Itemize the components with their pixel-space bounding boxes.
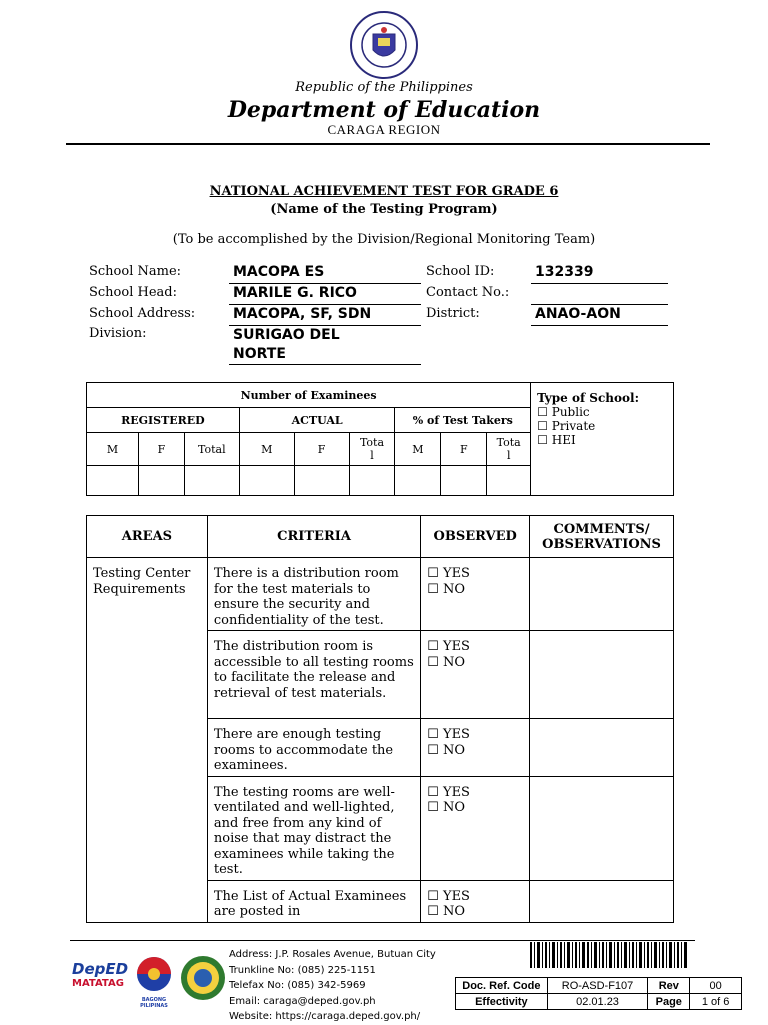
act-total-header: Tota l xyxy=(349,433,395,466)
reg-f-cell[interactable] xyxy=(138,466,184,496)
district-label: District: xyxy=(426,306,480,321)
no-checkbox[interactable]: ☐ NO xyxy=(427,800,466,815)
area-cell: Testing Center Requirements xyxy=(87,558,208,923)
act-m-cell[interactable] xyxy=(239,466,294,496)
reg-m-cell[interactable] xyxy=(87,466,139,496)
criteria-row-5: The List of Actual Examinees are posted in xyxy=(207,880,420,922)
barcode-icon xyxy=(530,942,690,968)
criteria-table xyxy=(86,515,674,923)
program-subtitle: (Name of the Testing Program) xyxy=(270,202,498,217)
rev-value: 00 xyxy=(690,978,742,994)
footer-address: Address: J.P. Rosales Avenue, Butuan City xyxy=(229,949,436,960)
division-line-2: NORTE xyxy=(233,346,286,362)
republic-heading: Republic of the Philippines xyxy=(295,80,473,95)
division-label: Division: xyxy=(89,326,147,341)
school-id-label: School ID: xyxy=(426,264,495,279)
deped-seal-icon xyxy=(349,10,419,80)
yes-checkbox[interactable]: ☐ YES xyxy=(427,727,470,742)
actual-header: ACTUAL xyxy=(239,408,395,433)
footer-divider xyxy=(70,940,695,941)
school-type-cell xyxy=(531,383,674,496)
school-head-label: School Head: xyxy=(89,285,177,300)
doc-reference-table xyxy=(455,977,742,1010)
pct-total-cell[interactable] xyxy=(487,466,531,496)
page-value: 1 of 6 xyxy=(690,994,742,1010)
deped-logo-text: DepED xyxy=(72,960,129,978)
reg-total-header: Total xyxy=(184,433,239,466)
doc-ref-value: RO-ASD-F107 xyxy=(547,978,648,994)
school-name-label: School Name: xyxy=(89,264,182,279)
school-head-field[interactable]: MARILE G. RICO xyxy=(229,285,421,305)
act-m-header: M xyxy=(239,433,294,466)
page-label: Page xyxy=(648,994,690,1010)
pct-f-cell[interactable] xyxy=(441,466,487,496)
program-title: NATIONAL ACHIEVEMENT TEST FOR GRADE 6 xyxy=(209,184,559,199)
pct-m-header: M xyxy=(395,433,441,466)
school-id-field[interactable]: 132339 xyxy=(531,264,668,284)
comments-row-4[interactable] xyxy=(530,776,674,880)
reg-m-header: M xyxy=(87,433,139,466)
school-type-title: Type of School: xyxy=(537,391,639,405)
doc-ref-label: Doc. Ref. Code xyxy=(456,978,548,994)
criteria-header: CRITERIA xyxy=(207,516,420,558)
instruction-note: (To be accomplished by the Division/Regional Monitoring Team) xyxy=(172,232,596,247)
no-checkbox[interactable]: ☐ NO xyxy=(427,654,466,670)
matatag-logo-text: MATATAG xyxy=(72,978,124,989)
act-total-cell[interactable] xyxy=(349,466,395,496)
observed-row-3 xyxy=(421,719,530,777)
criteria-row-4: The testing rooms are well-ventilated and well-lighted, and free from any kind of noise that may distract the examinees while taking the test. xyxy=(207,776,420,880)
yes-checkbox[interactable]: ☐ YES xyxy=(427,566,470,581)
contact-label: Contact No.: xyxy=(426,285,510,300)
criteria-row-3: There are enough testing rooms to accommodate the examinees. xyxy=(207,719,420,777)
pct-total-header: Tota l xyxy=(487,433,531,466)
registered-header: REGISTERED xyxy=(87,408,240,433)
pct-f-header: F xyxy=(441,433,487,466)
footer-contacts xyxy=(229,947,436,1025)
observed-header: OBSERVED xyxy=(421,516,530,558)
yes-checkbox[interactable]: ☐ YES xyxy=(427,639,470,654)
type-hei-checkbox[interactable]: ☐ HEI xyxy=(537,433,576,447)
header-divider xyxy=(66,143,710,145)
yes-checkbox[interactable]: ☐ YES xyxy=(427,888,470,904)
percent-header: % of Test Takers xyxy=(395,408,531,433)
type-private-checkbox[interactable]: ☐ Private xyxy=(537,419,596,433)
criteria-row-1: There is a distribution room for the test materials to ensure the security and confidentiality of the test. xyxy=(207,558,420,631)
deped-matatag-logo xyxy=(72,960,128,1000)
observed-row-4 xyxy=(421,776,530,880)
comments-row-3[interactable] xyxy=(530,719,674,777)
comments-row-1[interactable] xyxy=(530,558,674,631)
act-f-cell[interactable] xyxy=(294,466,349,496)
no-checkbox[interactable]: ☐ NO xyxy=(427,904,466,919)
no-checkbox[interactable]: ☐ NO xyxy=(427,742,466,758)
comments-header: COMMENTS/ OBSERVATIONS xyxy=(530,516,674,558)
department-heading: Department of Education xyxy=(227,97,541,123)
areas-header: AREAS xyxy=(87,516,208,558)
observed-row-1 xyxy=(421,558,530,631)
district-field[interactable]: ANAO-AON xyxy=(531,306,668,326)
footer-trunkline: Trunkline No: (085) 225-1151 xyxy=(229,964,376,976)
yes-checkbox[interactable]: ☐ YES xyxy=(427,784,470,800)
rev-label: Rev xyxy=(648,978,690,994)
bagong-pilipinas-text: BAGONG PILIPINAS xyxy=(140,997,168,1009)
reg-total-cell[interactable] xyxy=(184,466,239,496)
comments-row-5[interactable] xyxy=(530,880,674,922)
division-line-1: SURIGAO DEL xyxy=(233,327,340,343)
examinees-table xyxy=(86,382,674,496)
act-f-header: F xyxy=(294,433,349,466)
contact-field[interactable] xyxy=(531,285,668,305)
footer-telefax: Telefax No: (085) 342-5969 xyxy=(229,980,366,991)
region-seal-icon xyxy=(180,955,226,1001)
bagong-pilipinas-icon xyxy=(132,955,176,993)
effectivity-value: 02.01.23 xyxy=(547,994,648,1010)
criteria-row-2: The distribution room is accessible to all testing rooms to facilitate the release and retrieval of test materials. xyxy=(207,631,420,719)
effectivity-label: Effectivity xyxy=(456,994,548,1010)
observed-row-5 xyxy=(421,880,530,922)
reg-f-header: F xyxy=(138,433,184,466)
type-public-checkbox[interactable]: ☐ Public xyxy=(537,405,590,419)
footer-email[interactable]: Email: caraga@deped.gov.ph xyxy=(229,995,376,1007)
examinees-title: Number of Examinees xyxy=(87,383,531,408)
comments-row-2[interactable] xyxy=(530,631,674,719)
division-field[interactable] xyxy=(229,326,421,365)
school-address-label: School Address: xyxy=(89,306,196,321)
footer-website[interactable]: Website: https://caraga.deped.gov.ph/ xyxy=(229,1011,421,1022)
region-heading: CARAGA REGION xyxy=(327,122,441,137)
bagong-pilipinas-logo xyxy=(132,955,176,1009)
pct-m-cell[interactable] xyxy=(395,466,441,496)
observed-row-2 xyxy=(421,631,530,719)
school-address-field[interactable]: MACOPA, SF, SDN xyxy=(229,306,421,326)
no-checkbox[interactable]: ☐ NO xyxy=(427,581,466,597)
school-name-field[interactable]: MACOPA ES xyxy=(229,264,421,284)
